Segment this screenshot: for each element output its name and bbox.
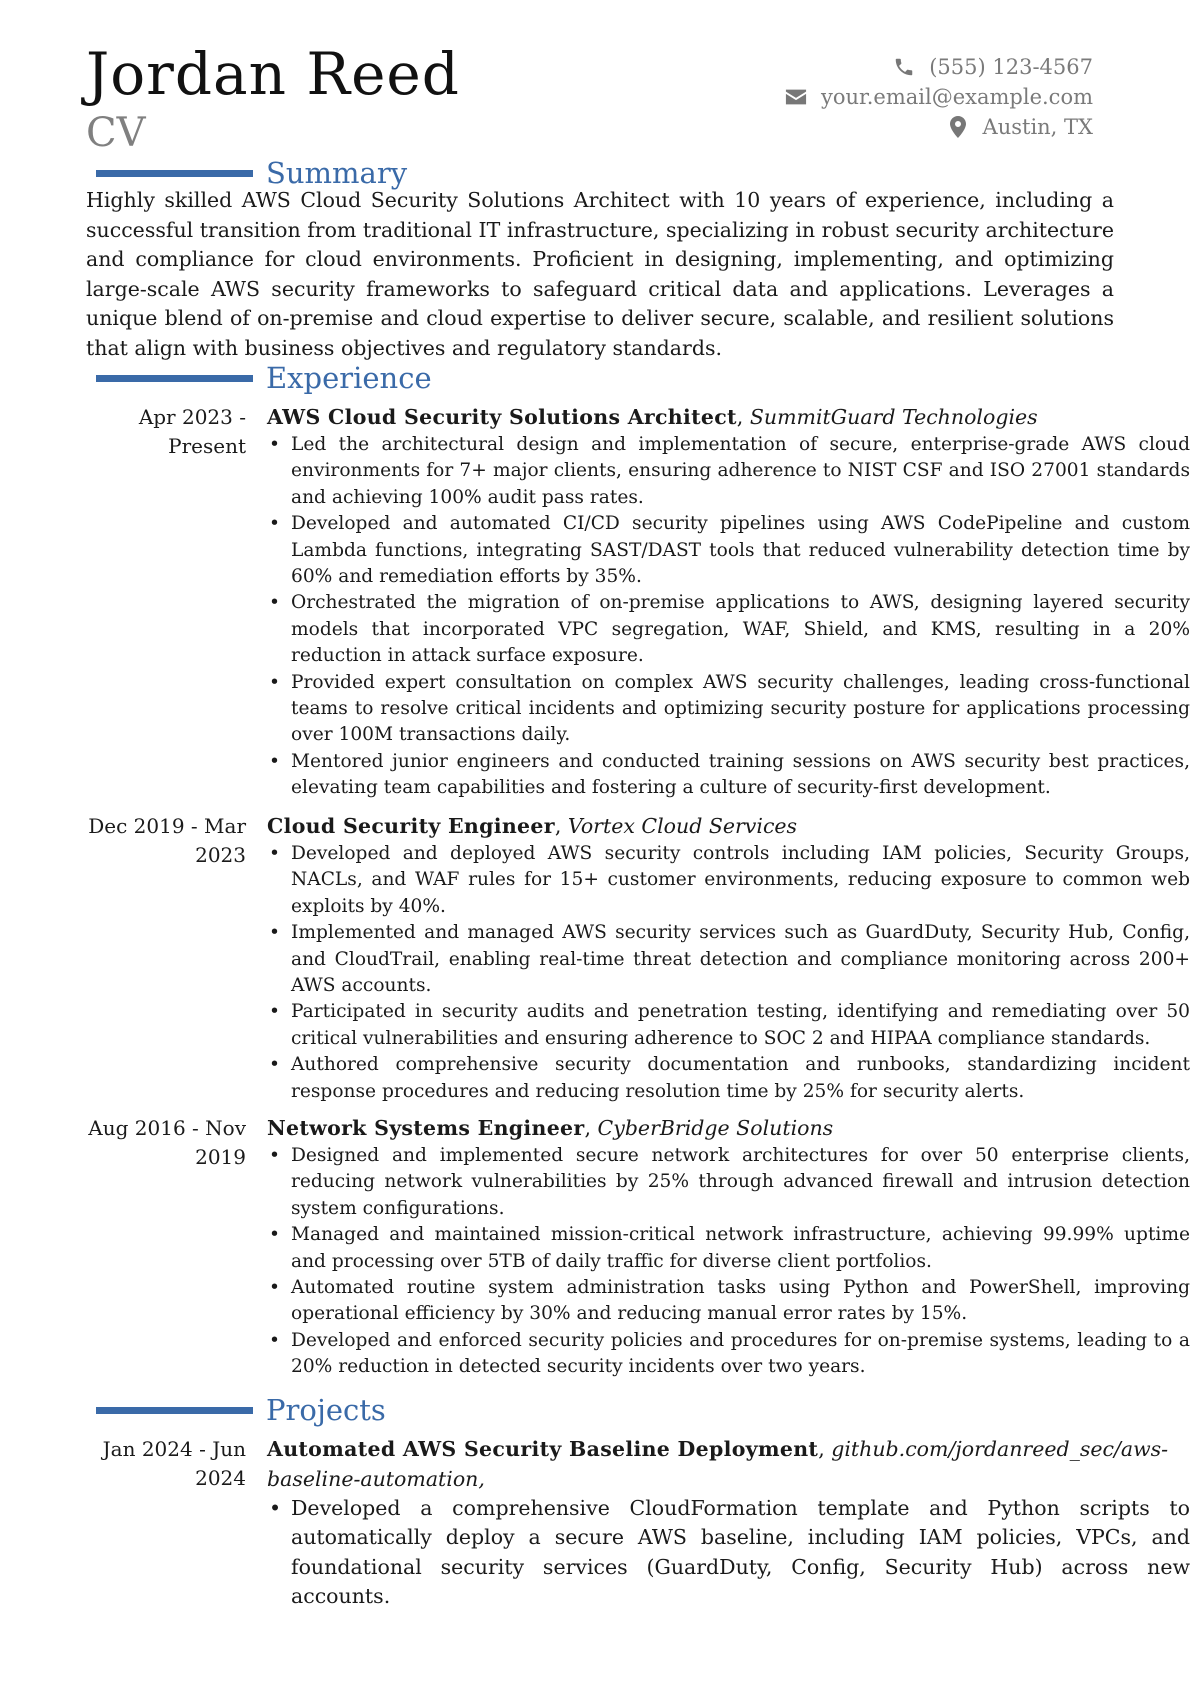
bullet-list (267, 1143, 1190, 1381)
section-rule (96, 170, 253, 177)
contact-location (673, 112, 1093, 142)
contact-email (673, 82, 1093, 112)
company-name: SummitGuard Technologies (749, 405, 1038, 429)
candidate-name: Jordan Reed (86, 40, 460, 108)
company-name: Vortex Cloud Services (567, 814, 798, 838)
project-title: Automated AWS Security Baseline Deployment (267, 1437, 819, 1461)
contact-block (673, 52, 1093, 142)
experience-heading (96, 361, 1096, 395)
bullet-item: • Developed and enforced security policies and procedures for on-premise systems, leading to a 20% reduction in detected security incidents over two years. (291, 1328, 1190, 1381)
job-title: AWS Cloud Security Solutions Architect (267, 405, 737, 429)
section-title: Summary (266, 156, 408, 190)
job-title: Cloud Security Engineer (267, 814, 555, 838)
bullet-item: • Developed and deployed AWS security controls including IAM policies, Security Groups, NACLs, and WAF rules for 15+ customer environments, reducing exposure to common web exploits by 40%. (291, 841, 1190, 920)
email-link[interactable]: your.email@example.com (820, 85, 1093, 109)
entry-date: Apr 2023 - Present (138, 405, 246, 458)
bullet-item: • Implemented and managed AWS security services such as GuardDuty, Security Hub, Config, and CloudTrail, enabling real-time threat detection and compliance monitoring across 200+ AWS accounts. (291, 920, 1190, 999)
bullet-item: • Designed and implemented secure network architectures for over 50 enterprise clients, reducing network vulnerabilities by 25% through advanced firewall and intrusion detection system configurations. (291, 1143, 1190, 1222)
bullet-item: • Mentored junior engineers and conducted training sessions on AWS security best practices, elevating team capabilities and fostering a culture of security-first development. (291, 749, 1190, 802)
bullet-list (267, 1494, 1190, 1612)
entry-content (267, 812, 1190, 1105)
phone-link[interactable]: (555) 123-4567 (929, 55, 1093, 79)
entry-date: Dec 2019 - Mar 2023 (88, 814, 246, 867)
entry-heading: Network Systems Engineer, CyberBridge Solutions (267, 1116, 834, 1140)
entry-date: Jan 2024 - Jun 2024 (102, 1437, 246, 1490)
company-name: CyberBridge Solutions (597, 1116, 834, 1140)
entry-date: Aug 2016 - Nov 2019 (88, 1116, 246, 1169)
location-text: Austin, TX (982, 115, 1093, 139)
contact-phone (673, 52, 1093, 82)
bullet-item: • Participated in security audits and penetration testing, identifying and remediating over 50 critical vulnerabilities and ensuring adherence to SOC 2 and HIPAA compliance standards. (291, 999, 1190, 1052)
bullet-item: • Developed and automated CI/CD security pipelines using AWS CodePipeline and custom Lambda functions, integrating SAST/DAST tools that reduced vulnerability detection time by 60% and remediation efforts by 35%. (291, 511, 1190, 590)
section-rule (96, 375, 253, 382)
bullet-list (267, 432, 1190, 802)
bullet-item: • Orchestrated the migration of on-premise applications to AWS, designing layered security models that incorporated VPC segregation, WAF, Shield, and KMS, resulting in a 20% reduction in attack surface exposure. (291, 590, 1190, 669)
bullet-item: • Authored comprehensive security documentation and runbooks, standardizing incident response procedures and reducing resolution time by 25% for security alerts. (291, 1052, 1190, 1105)
entry-content (267, 403, 1190, 802)
bullet-item: • Led the architectural design and implementation of secure, enterprise-grade AWS cloud environments for 7+ major clients, ensuring adherence to NIST CSF and ISO 27001 standards and achieving 100% audit pass rates. (291, 432, 1190, 511)
summary-heading (96, 156, 1096, 190)
project-link[interactable]: github.com/jordanreed_sec/aws-baseline-automation, (267, 1437, 1169, 1491)
section-rule (96, 1407, 253, 1414)
document-subtitle: CV (86, 110, 146, 156)
section-title: Experience (266, 361, 432, 395)
projects-heading (96, 1393, 1096, 1427)
bullet-list (267, 841, 1190, 1105)
entry-content (267, 1435, 1190, 1612)
bullet-item: • Automated routine system administration tasks using Python and PowerShell, improving operational efficiency by 30% and reducing manual error rates by 15%. (291, 1275, 1190, 1328)
summary-text: Highly skilled AWS Cloud Security Solutions Architect with 10 years of experience, including a successful transition from traditional IT infrastructure, specializing in robust security architecture and compliance for cloud environments. Proficient in designing, implementing, and optimizing large-scale AWS security frameworks to safeguard critical data and applications. Leverages a unique blend of on-premise and cloud expertise to deliver secure, scalable, and resilient solutions that align with business objectives and regulatory standards. (86, 188, 1114, 360)
section-title: Projects (266, 1393, 386, 1427)
entry-heading: Automated AWS Security Baseline Deployment, github.com/jordanreed_sec/aws-baseline-automation, (267, 1437, 1169, 1491)
envelope-icon (783, 88, 809, 106)
job-title: Network Systems Engineer (267, 1116, 585, 1140)
phone-icon (891, 56, 917, 78)
entry-heading: AWS Cloud Security Solutions Architect, SummitGuard Technologies (267, 405, 1038, 429)
entry-content (267, 1114, 1190, 1381)
bullet-item: • Managed and maintained mission-critical network infrastructure, achieving 99.99% uptime and processing over 5TB of daily traffic for diverse client portfolios. (291, 1222, 1190, 1275)
bullet-item: • Provided expert consultation on complex AWS security challenges, leading cross-functional teams to resolve critical incidents and optimizing security posture for applications processing over 100M transactions daily. (291, 670, 1190, 749)
bullet-item: • Developed a comprehensive CloudFormation template and Python scripts to automatically deploy a secure AWS baseline, including IAM policies, VPCs, and foundational security services (GuardDuty, Config, Security Hub) across new accounts. (291, 1494, 1190, 1612)
entry-heading: Cloud Security Engineer, Vortex Cloud Services (267, 814, 798, 838)
map-pin-icon (945, 116, 971, 138)
